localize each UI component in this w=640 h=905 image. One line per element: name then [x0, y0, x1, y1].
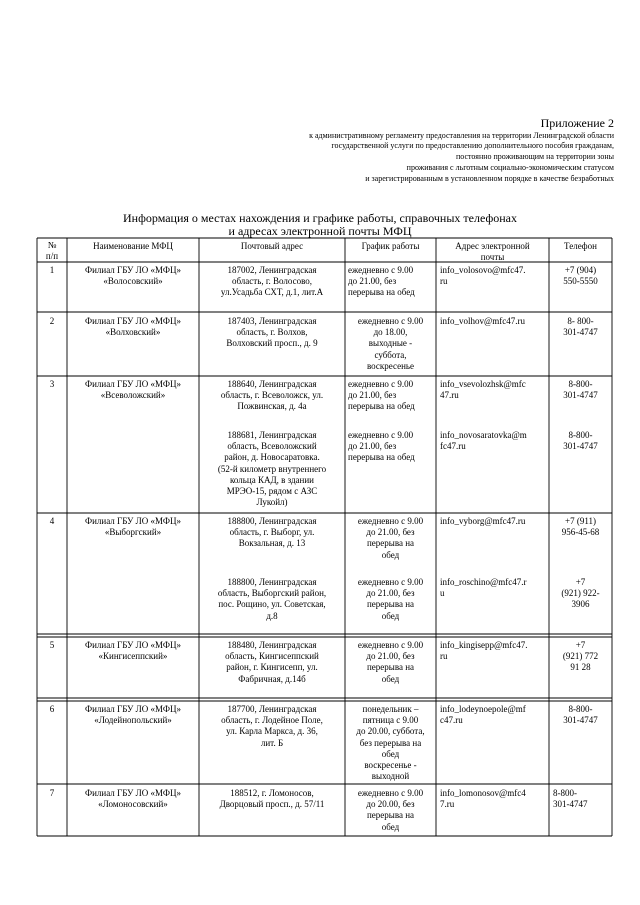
header-num: № п/п [45, 240, 59, 262]
header-schedule: График работы [361, 241, 420, 251]
row-name: Филиал ГБУ ЛО «МФЦ» «Всеволожский» [84, 379, 182, 401]
row-phone: +7 (904) 550-5550 [563, 265, 598, 287]
row-email: info_kingisepp@mfc47. ru [440, 640, 528, 662]
row-email: info_volhov@mfc47.ru [440, 316, 526, 326]
header-name: Наименование МФЦ [93, 241, 173, 251]
row-phone: 8- 800- 301-4747 [563, 316, 598, 338]
row-address: 188512, г. Ломоносов, Дворцовый просп., д. 57/11 [219, 788, 325, 810]
row-name: Филиал ГБУ ЛО «МФЦ» «Кингисеппский» [84, 640, 182, 662]
row-email: info_vsevolozhsk@mfc 47.ru [440, 379, 526, 401]
row-schedule: ежедневно с 9.00 до 21.00, без перерыва на обед [357, 640, 424, 684]
header-line: к административному регламенту предоставления на территории Ленинградской области [309, 131, 614, 140]
row-address-secondary: 188681, Ленинградская область, Всеволожский район, д. Новосаратовка. (52-й километр внутреннего кольца КАД, в здании МРЭО-15, рядом с АЗС Лукойл) [217, 430, 327, 508]
row-email: info_lodeynoepole@mf c47.ru [440, 704, 526, 726]
row-address: 188640, Ленинградская область, г. Всеволожск, ул. Пожвинская, д. 4а [220, 379, 324, 412]
header-address: Почтовый адрес [240, 241, 304, 251]
row-address: 187700, Ленинградская область, г. Лодейное Поле, ул. Карла Маркса, д. 36, лит. Б [221, 704, 323, 748]
row-name: Филиал ГБУ ЛО «МФЦ» «Ломоносовский» [84, 788, 182, 810]
header-line: и зарегистрированным в установленном порядке в качестве безработных [365, 174, 614, 183]
row-schedule-secondary: ежедневно с 9.00 до 21.00, без перерыва на обед [348, 430, 415, 463]
row-email: info_volosovo@mfc47. ru [440, 265, 526, 287]
row-schedule: ежедневно с 9.00 до 21.00, без перерыва на обед [357, 516, 424, 560]
header-line: проживания с льготным социально-экономическим статусом [406, 163, 614, 172]
document-title-line2: и адресах электронной почты МФЦ [228, 224, 412, 238]
row-name: Филиал ГБУ ЛО «МФЦ» «Волховский» [84, 316, 182, 338]
row-address: 187002, Ленинградская область, г. Волосово, ул.Усадьба СХТ, д.1, лит.А [220, 265, 324, 298]
header-line: государственной услуги по предоставлению дополнительного пособия гражданам, [331, 141, 614, 150]
row-schedule-secondary: ежедневно с 9.00 до 21.00, без перерыва на обед [357, 577, 424, 621]
row-schedule: ежедневно с 9.00 до 21.00, без перерыва на обед [348, 265, 415, 298]
row-phone-secondary: 8-800- 301-4747 [563, 430, 598, 452]
row-num: 1 [49, 265, 55, 275]
header-line: постоянно проживающим на территории зоны [456, 152, 614, 161]
row-address: 188480, Ленинградская область, Кингисеппский район, г. Кингисепп, ул. Фабричная, д.14б [225, 640, 319, 684]
row-address: 188800, Ленинградская область, г. Выборг, ул. Вокзальная, д. 13 [227, 516, 317, 549]
header-email: Адрес электронной почты [455, 241, 530, 263]
row-email: info_vyborg@mfc47.ru [440, 516, 526, 526]
row-address: 187403, Ленинградская область, г. Волхов, Волховский просп., д. 9 [226, 316, 318, 349]
row-address-secondary: 188800, Ленинградская область, Выборгский район, пос. Рощино, ул. Советская, д.8 [217, 577, 327, 621]
row-phone: 8-800- 301-4747 [563, 704, 598, 726]
row-phone: 8-800- 301-4747 [563, 379, 598, 401]
row-schedule: понедельник – пятница с 9.00 до 20.00, суббота, без перерыва на обед воскресенье - выходной [356, 704, 425, 782]
row-num: 4 [49, 516, 55, 526]
row-phone: +7 (911) 956-45-68 [561, 516, 600, 538]
header-phone: Телефон [564, 241, 597, 251]
row-name: Филиал ГБУ ЛО «МФЦ» «Лодейнопольский» [84, 704, 182, 726]
row-email-secondary: info_roschino@mfc47.r u [440, 577, 527, 599]
appendix-title: Приложение 2 [540, 116, 614, 130]
row-name: Филиал ГБУ ЛО «МФЦ» «Выборгский» [84, 516, 182, 538]
row-schedule: ежедневно с 9.00 до 18.00, выходные - суббота, воскресенье [357, 316, 424, 371]
row-email: info_lomonosov@mfc4 7.ru [440, 788, 526, 810]
row-schedule: ежедневно с 9.00 до 20.00, без перерыва на обед [357, 788, 424, 832]
row-email-secondary: info_novosaratovka@m fc47.ru [440, 430, 527, 452]
row-num: 2 [49, 316, 55, 326]
row-phone: +7 (921) 772 91 28 [562, 640, 599, 673]
document-title-line1: Информация о местах нахождения и графике работы, справочных телефонах [123, 211, 517, 225]
row-name: Филиал ГБУ ЛО «МФЦ» «Волосовский» [84, 265, 182, 287]
row-phone-secondary: +7 (921) 922- 3906 [561, 577, 600, 610]
row-num: 3 [49, 379, 55, 389]
row-num: 6 [49, 704, 55, 714]
row-num: 7 [49, 788, 55, 798]
row-phone: 8-800- 301-4747 [553, 788, 588, 810]
row-num: 5 [49, 640, 55, 650]
row-schedule: ежедневно с 9.00 до 21.00, без перерыва на обед [348, 379, 415, 412]
